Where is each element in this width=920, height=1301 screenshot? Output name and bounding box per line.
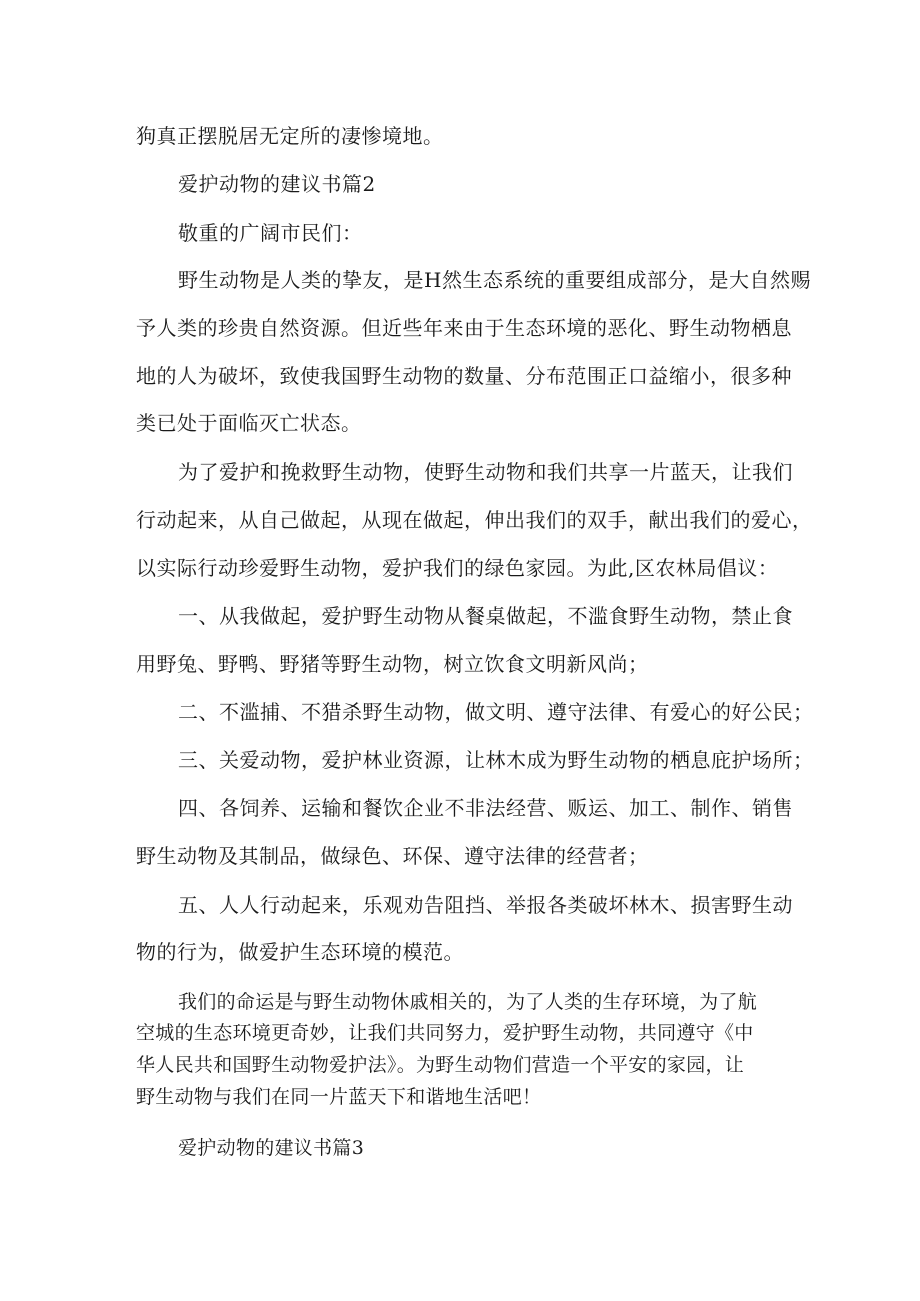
proposal-item: 二、不滥捕、不猎杀野生动物，做文明、遵守法律、有爱心的好公民； [178,700,814,724]
paragraph-line: 为了爱护和挽救野生动物，使野生动物和我们共享一片蓝天，让我们 [178,460,793,484]
proposal-item: 四、各饲养、运输和餐饮企业不非法经营、贩运、加工、制作、销售 [178,796,793,820]
paragraph-line: 华人民共和国野生动物爱护法》。为野生动物们营造一个平安的家园，让 [136,1054,745,1076]
paragraph-line: 地的人为破坏，致使我国野生动物的数量、分布范围正口益缩小，很多种 [136,364,792,388]
paragraph-line: 野生动物是人类的挚友，是H然生态系统的重要组成部分，是大自然赐 [178,268,811,292]
paragraph-line: 物的行为，做爱护生态环境的模范。 [136,940,464,964]
paragraph-line: 野生动物与我们在同一片蓝天下和谐地生活吧！ [136,1086,542,1108]
proposal-item: 一、从我做起，爱护野生动物从餐桌做起，不滥食野生动物，禁止食 [178,604,793,628]
paragraph-line: 用野兔、野鸭、野猪等野生动物，树立饮食文明新风尚； [136,652,649,676]
paragraph-line: 我们的命运是与野生动物休戚相关的，为了人类的生存环境，为了航 [178,991,758,1013]
section-heading: 爱护动物的建议书篇3 [178,1137,365,1159]
paragraph-line: 空城的生态环境更奇妙，让我们共同努力，爱护野生动物，共同遵守《中 [136,1022,754,1044]
paragraph-line: 野生动物及其制品，做绿色、环保、遵守法律的经营者； [136,844,649,868]
proposal-item: 五、人人行动起来，乐观劝告阻挡、举报各类破坏林木、损害野生动 [178,893,793,917]
section-heading: 爱护动物的建议书篇2 [178,172,376,196]
paragraph-line: 狗真正摆脱居无定所的凄惨境地。 [136,124,444,148]
paragraph-line: 予人类的珍贵自然资源。但近些年来由于生态环境的恶化、野生动物栖息 [136,316,792,340]
paragraph-line: 以实际行动珍爱野生动物，爱护我们的绿色家园。为此,区农林局倡议： [136,556,779,580]
proposal-item: 三、关爱动物，爱护林业资源，让林木成为野生动物的栖息庇护场所； [178,748,814,772]
paragraph-line: 类已处于面临灭亡状态。 [136,411,362,435]
paragraph-line: 行动起来，从自己做起，从现在做起，伸出我们的双手，献出我们的爱心， [136,508,813,532]
salutation: 敬重的广阔市民们： [178,221,363,245]
